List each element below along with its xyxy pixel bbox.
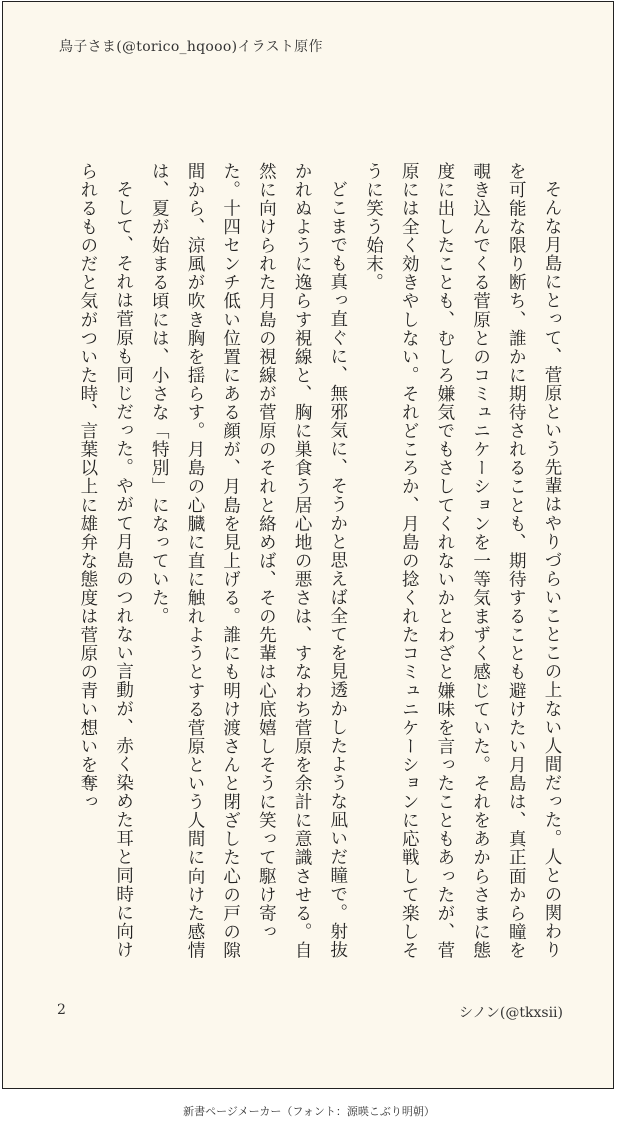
page-number: 2 [57, 1002, 66, 1018]
body-text [77, 162, 569, 972]
header-credit: 鳥子さま(@torico_hqooo)イラスト原作 [59, 39, 323, 55]
paragraph-3: そして、それは菅原も同じだった。やがて月島のつれない言動が、赤く染めた耳と同時に向けられるものだと気がついた時、言葉以上に雄弁な態度は菅原の青い想いを奪っ [77, 162, 134, 959]
paragraph-2: どこまでも真っ直ぐに、無邪気に、そうかと思えば全てを見透かしたような凪いだ瞳で。射抜かれぬように逸らす視線と、胸に巣食う居心地の悪さは、すなわち菅原を余計に意識させる。自然に向けられた月島の視線が菅原のそれと絡めば、その先輩は心底嬉しそうに笑って駆け寄った。十四センチ低い位置にある顔が、月島を見上げる。誰にも明け渡さんと閉ざした心の戸の隙間から、涼風が吹き胸を揺らす。月島の心臓に直に触れようとする菅原という人間に向けた感情は、夏が始まる頃には、小さな「特別」になっていた。 [149, 162, 348, 960]
generator-caption: 新書ページメーカー（フォント：源暎こぶり明朝） [183, 1105, 435, 1118]
paragraph-1: そんな月島にとって、菅原という先輩はやりづらいことこの上ない人間だった。人との関わりを可能な限り断ち、誰かに期待されることも、期待することも避けたい月島は、真正面から瞳を覗き込んでくる菅原とのコミュニケーションを一等気まずく感じていた。それをあからさまに態度に出したことも、むしろ嫌気でもさしてくれないかとわざと嫌味を言ったこともあったが、菅原には全く効きやしない。それどころか、月島の捻くれたコミュニケーションに応戦して楽しそうに笑う始末。 [363, 162, 562, 960]
book-page [2, 1, 614, 1089]
author-credit: シノン(@tkxsii) [459, 1005, 563, 1021]
